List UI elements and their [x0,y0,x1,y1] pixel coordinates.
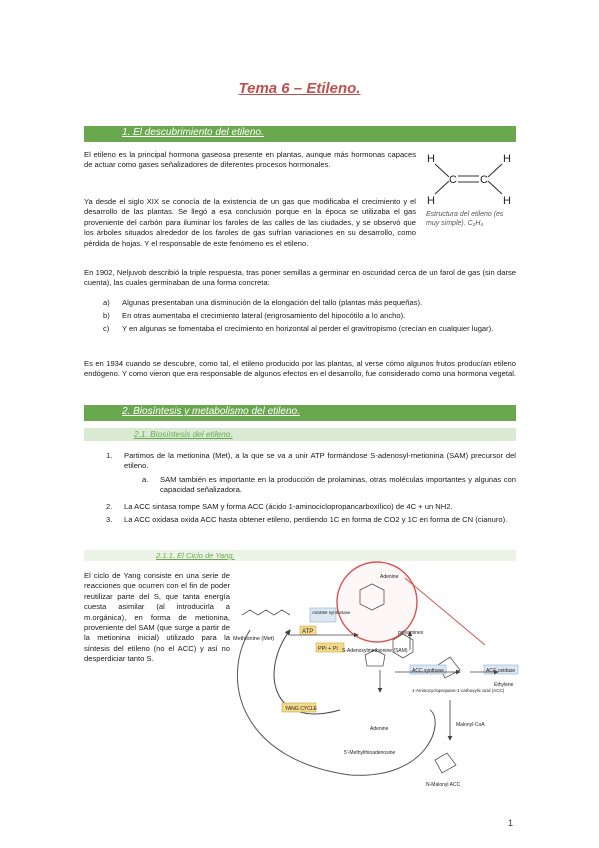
paragraph-history-text: Ya desde el siglo XIX se conocía de la existencia de un gas que modificaba el crecimiento y el desarrollo de las plantas. Se llegó a esa conclusión porque en la época se utilizaba el gas proveniente del carbón para iluminar los faroles de las calles de las ciudades, y se observó que los árboles situados alrededor de los faroles de gas sufrían variaciones en su desarrollo, como pérdida de hojas. Y el responsable de este fenómeno es el etileno. [84,197,416,248]
paragraph-intro: El etileno es la principal hormona gaseosa presente en plantas, aunque más hormonas capaces de actuar como gases señalizadores de diferentes procesos hormonales. [84,150,416,170]
atom-c1: C [449,174,457,186]
step-marker-3: 3. [106,515,113,524]
yang-cycle-diagram [230,560,520,808]
step-marker-2: 2. [106,502,113,511]
diagram-ppi: PPi + Pi [318,646,338,652]
list-marker-c: c) [103,324,110,333]
paragraph-discovery-1934: Es en 1934 cuando se descubre, como tal, el etileno producido por las plantas, al verse cómo algunos frutos producían etileno endógeno. Y como vieron que era responsable de algunos efectos en el desarrollo, fue considerado como una hormona vegetal. [84,359,517,379]
page-number: 1 [508,818,514,828]
diagram-adenine-2: Adenine [370,726,389,732]
diagram-polyamines: polyamines [398,630,424,636]
step-1a: SAM también es importante en la producción de prolaminas, otras moléculas importantes y algunas con capacidad señalizadora. [160,475,516,495]
step-3: La ACC oxidasa oxida ACC hasta obtener etileno, perdiendo 1C en forma de CO2 y 1C en forma de CN (cianuro). [124,515,508,524]
diagram-yang-cycle: YANG CYCLE [285,706,317,712]
page-title: Tema 6 – Etileno. [238,80,361,97]
subsection-heading-2-1-text: 2.1. Biosíntesis del etileno. [134,429,233,439]
diagram-ethylene: Ethylene [494,682,514,688]
section-heading-1-text: 1. El descubrimiento del etileno. [122,127,264,138]
list-item-b: En otras aumentaba el crecimiento lateral (engrosamiento del hipocótilo a lo ancho). [122,311,406,320]
diagram-malonyl-coa: Malonyl-CoA [456,722,485,728]
diagram-adomet: AdoMet synthetase [312,610,351,615]
subsection-heading-2-1 [84,428,516,441]
diagram-acc-oxidase: ACC oxidase [486,668,516,674]
subsection-heading-2-1-1-text: 2.1.1. El Ciclo de Yang. [156,551,235,560]
paragraph-yang-cycle: El ciclo de Yang consiste en una serie de reacciones que ocurren con el fin de poder reutilizar parte del S, que tanta energía cuesta asimilar (al introducirla a m.orgánica), en forma de metionina, proveniente del SAM (que surge a partir de la metionina inicial) utilizado para la síntesis del etileno (no el ACC) y así no desperdiciar tanto S. [84,571,230,664]
list-item-c: Y en algunas se fomentaba el crecimiento en horizontal al perder el gravitropismo (crecían en cualquier lugar). [122,324,494,333]
atom-h1: H [427,153,435,165]
diagram-atp: ATP [302,629,314,635]
list-marker-b: b) [103,311,110,320]
step-marker-1: 1. [106,451,113,460]
atom-c2: C [480,174,488,186]
step-1: Partimos de la metionina (Met), a la que se va a unir ATP formándose S-adenosyl-metionina (SAM) precursor del etileno. [124,451,516,471]
atom-h2: H [427,195,435,207]
diagram-met: Methionine (Met) [233,636,275,642]
list-marker-a: a) [103,298,110,307]
diagram-adenine-1: Adenine [380,574,399,580]
atom-h4: H [503,195,511,207]
paragraph-triple-response: En 1902, Neljuvob describió la triple respuesta, tras poner semillas a germinar en oscuridad cerca de un farol de gas (sin darse cuenta), las cuales germinaban de una forma concreta: [84,268,516,288]
diagram-acc: 1-Aminocyclopropane-1-carboxylic acid (ACC) [412,688,505,693]
structure-caption: Estructura del etileno (es muy simple). C₂H₄ [426,211,504,227]
step-2: La ACC sintasa rompe SAM y forma ACC (ácido 1-aminociclopropancarboxílico) de 4C + un NH2. [124,502,453,511]
list-item-a: Algunas presentaban una disminución de la elongación del tallo (plantas más pequeñas). [122,298,423,307]
diagram-acc-synthase: ACC synthase [412,668,444,674]
section-heading-2-text: 2. Biosíntesis y metabolismo del etileno. [122,406,300,417]
ethylene-structure-diagram [422,148,518,210]
diagram-mta: 5'-Methylthioadenosine [344,750,396,756]
atom-h3: H [503,153,511,165]
diagram-malonyl-acc: N-Malonyl ACC [426,782,461,788]
step-marker-a: a. [142,475,149,484]
section-heading-2 [84,405,516,421]
section-heading-1 [84,126,516,142]
diagram-sam: S-Adenosylmethionine (SAM) [342,648,408,654]
